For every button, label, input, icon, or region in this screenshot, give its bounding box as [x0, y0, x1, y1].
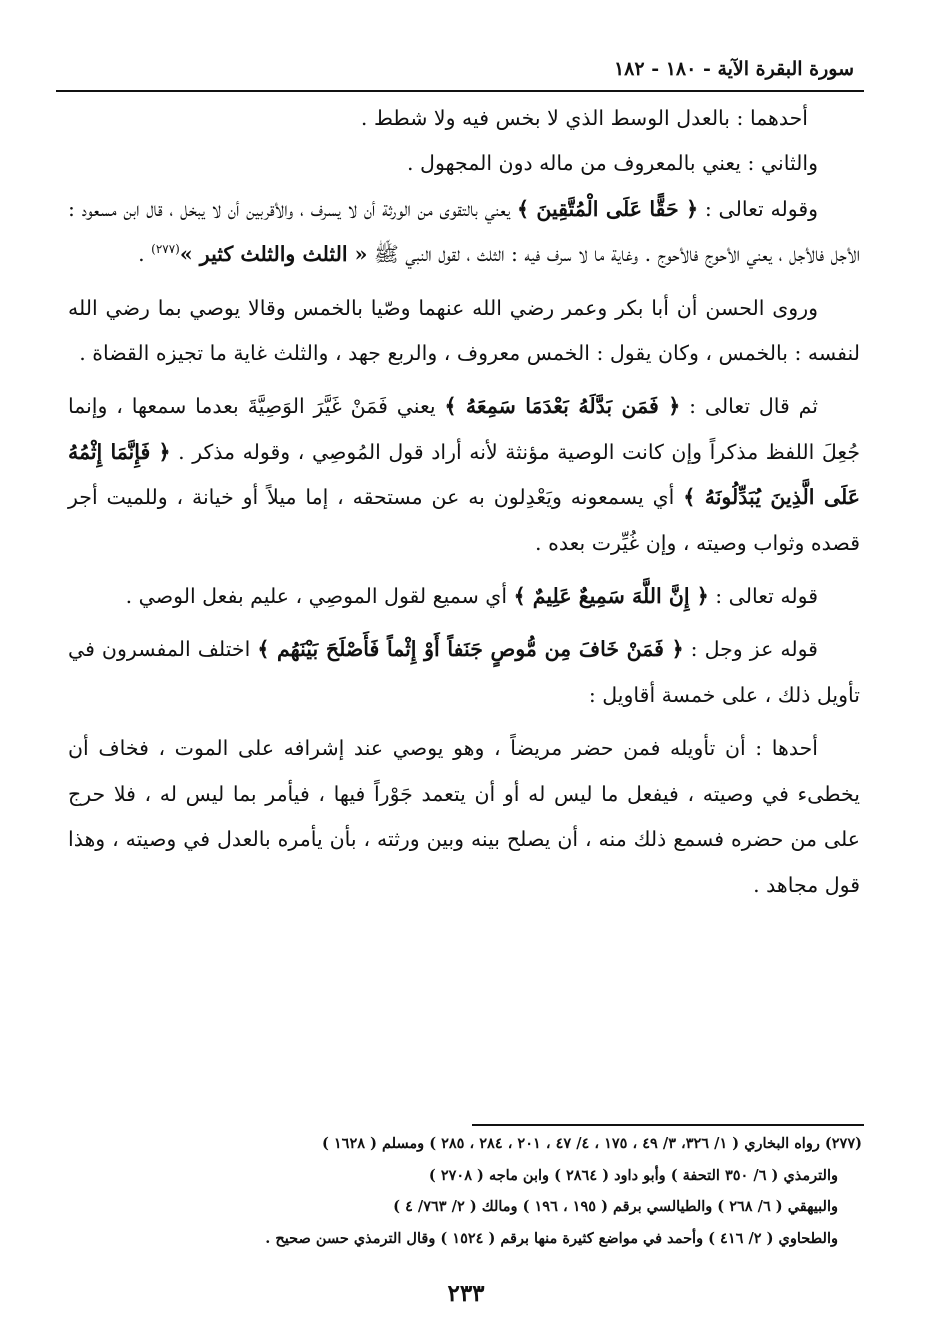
footnote-line: والطحاوي ( ٢/ ٤١٦ ) وأحمد في مواضع كثيرة منها برقم ( ١٥٢٤ ) وقال الترمذي حسن صحيح . [265, 1229, 838, 1247]
paragraph-text: أحدها : أن تأويله فمن حضر مريضاً ، وهو يوصي عند إشرافه على الموت ، فخاف أن يخطىء في وصيته ، فيفعل ما ليس له أو أن يتعمد جَوْراً فيها ، فيأمر بما ليس له ، فلا حرج على من حضره فسمع ذلك منه ، أن يصلح بينه وبين ورثته ، بأن يأمره بالعدل في وصيته ، وهذا قول مجاهد . [68, 736, 860, 897]
paragraph-text: يعني فَمَنْ غَيَّرَ الوَصِيَّةَ بعدما سمعها ، وإنما جُعِلَ اللفظ مذكراً وإن كانت الوصية مؤنثة لأنه أراد قول المُوصِي ، وقوله مذكر . [68, 394, 860, 464]
quoted-verse: « الثلث والثلث كثير » [179, 242, 368, 267]
body-paragraph [68, 726, 860, 908]
paragraph-text: أي يسمعونه ويَعْدِلون به عن مستحقه ، إما ميلاً أو خيانة ، وللميت أجر قصده وثواب وصيته ، وإن غُيِّرت بعده . [68, 485, 860, 555]
paragraph-text: قوله عز وجل : [683, 637, 818, 662]
page-number: ٢٣٣ [447, 1280, 485, 1307]
paragraph-text: . [138, 242, 152, 267]
footnotes [67, 1128, 862, 1254]
footnote-line: (٢٧٧) رواه البخاري ( ١/ ٣٢٦، ٣/ ٤٩ ، ١٧٥ ، ٤/ ٤٧ ، ٢٠١ ، ٢٨٤ ، ٢٨٥ ) ومسلم ( ١٦٢٨ ) [321, 1135, 862, 1152]
body-paragraph [68, 187, 860, 278]
paragraph-text: أي سميع لقول الموصِي ، عليم بفعل الوصي . [125, 584, 514, 609]
quoted-verse: ﴿ حَقًّا عَلَى الْمُتَّقِينَ ﴾ [516, 196, 699, 221]
quoted-verse: ﴿ فَمَن بَدَّلَهُ بَعْدَمَا سَمِعَهُ ﴾ [444, 394, 681, 419]
body-paragraph [68, 627, 860, 718]
paragraph-text: يعني بالتقوى من الورثة أن لا يسرف ، والأقربين أن لا يبخل ، قال ابن مسعود : الأجل فالأجل ، يعني الأحوج فالأحوج . وغاية ما لا سرف فيه : الثلث ، لقول النبي ﷺ [68, 196, 860, 267]
header-divider [56, 90, 864, 92]
quoted-verse: ﴿ فَمَنْ خَافَ مِن مُّوصٍ جَنَفاً أَوْ إِثْماً فَأَصْلَحَ بَيْنَهُم ﴾ [257, 637, 684, 662]
body-paragraph [68, 384, 860, 566]
footnote-line: والبيهقي ( ٦/ ٢٦٨ ) والطيالسي برقم ( ١٩٥ ، ١٩٦ ) ومالك ( ٢/ ٧٦٣/ ٤ ) [393, 1198, 838, 1215]
paragraph-text: ثم قال تعالى : [680, 394, 818, 419]
footnote-divider [472, 1124, 864, 1126]
body-paragraph [68, 574, 860, 619]
paragraph-text: وروى الحسن أن أبا بكر وعمر رضي الله عنهما وصّيا بالخمس وقالا يوصي بما رضي الله لنفسه : بالخمس ، وكان يقول : الخمس معروف ، والربع جهد ، والثلث غاية ما تجيزه القضاة . [68, 295, 860, 366]
paragraph-text: وقوله تعالى : [698, 196, 819, 221]
body-paragraph [68, 141, 860, 186]
body-text [68, 96, 860, 908]
quoted-verse: ﴿ إِنَّ اللَّهَ سَمِيعٌ عَلِيمٌ ﴾ [513, 584, 709, 609]
header-title: سورة البقرة الآية - ١٨٠ - ١٨٢ [613, 58, 854, 80]
quoted-verse: ﴿ فَإِنَّمَا إِثْمُهُ عَلَى الَّذِينَ يُبَدِّلُونَهُ ﴾ [68, 439, 861, 510]
paragraph-text: قوله تعالى : [708, 584, 818, 609]
paragraph-text: أحدهما : بالعدل الوسط الذي لا بخس فيه ولا شطط . [360, 106, 808, 130]
footnote-line: والترمذي ( ٦/ ٣٥٠ التحفة ) وأبو داود ( ٢٨٦٤ ) وابن ماجه ( ٢٧٠٨ ) [428, 1166, 838, 1184]
paragraph-text: اختلف المفسرون في تأويل ذلك ، على خمسة أقاويل : [68, 637, 860, 707]
body-paragraph [68, 96, 860, 141]
paragraph-text: والثاني : يعني بالمعروف من ماله دون المجهول . [407, 151, 818, 176]
body-paragraph [68, 286, 860, 377]
footnote-ref: (٢٧٧) [151, 242, 180, 257]
running-header [74, 58, 854, 88]
